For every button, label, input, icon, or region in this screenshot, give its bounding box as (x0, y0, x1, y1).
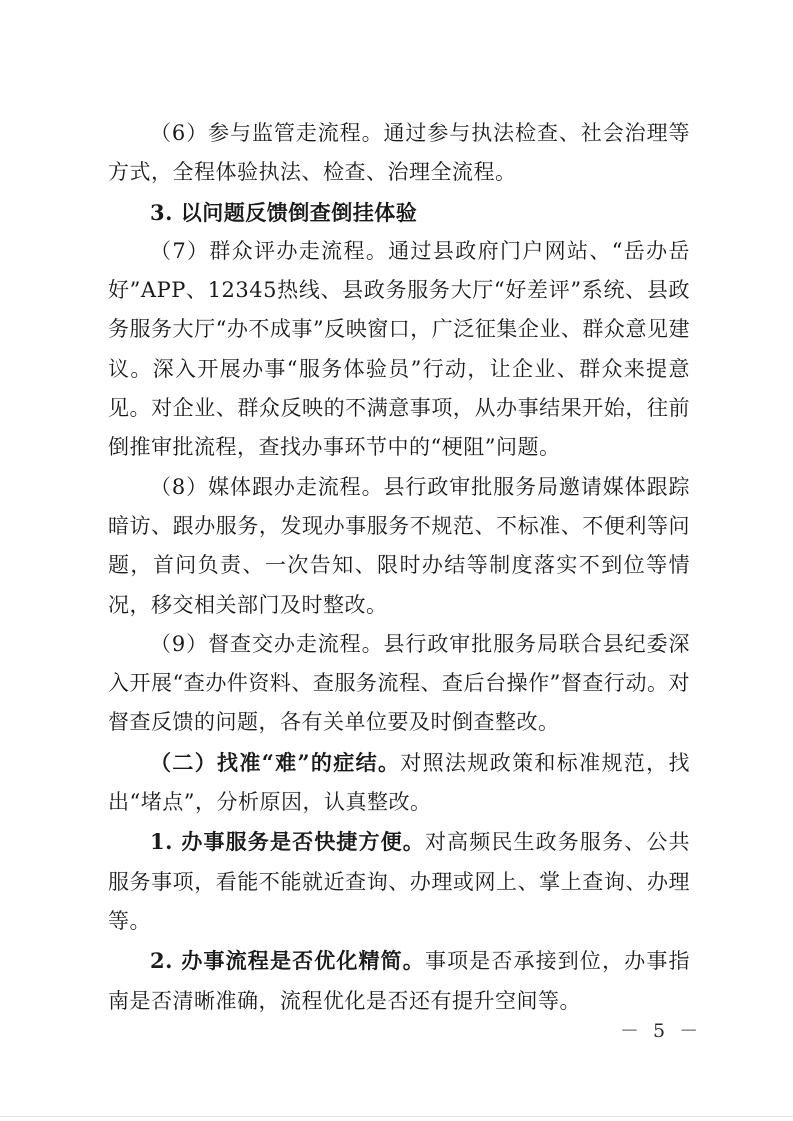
section-2-lead: （二）找准“难”的症结。 (150, 749, 401, 775)
paragraph-section-2 (108, 743, 690, 823)
section-2-text: 对照法规政策和标准规范，找出“堵点”，分析原因，认真整改。 (108, 750, 690, 815)
document-body (108, 114, 690, 1021)
section-heading-3-text: 3. 以问题反馈倒查倒挂体验 (150, 199, 418, 225)
paragraph-6-text: （6）参与监管走流程。通过参与执法检查、社会治理等方式，全程体验执法、检查、治理全流程。 (108, 121, 690, 185)
paragraph-7 (108, 232, 690, 468)
paragraph-8 (108, 468, 690, 625)
paragraph-9-text: （9）督查交办走流程。县行政审批服务局联合县纪委深入开展“查办件资料、查服务流程、查后台操作”督查行动。对督查反馈的问题，各有关单位要及时倒查整改。 (108, 631, 690, 735)
item-1-text: 对高频民生政务服务、公共服务事项，看能不能就近查询、办理或网上、掌上查询、办理等。 (108, 830, 690, 933)
paragraph-item-2 (108, 941, 690, 1021)
item-2-lead: 2. 办事流程是否优化精简。 (150, 948, 425, 974)
paragraph-8-text: （8）媒体跟办走流程。县行政审批服务局邀请媒体跟踪暗访、跟办服务，发现办事服务不规范、不标准、不便利等问题，首问负责、一次告知、限时办结等制度落实不到位等情况，移交相关部门及时整改。 (108, 474, 690, 617)
section-heading-3 (108, 193, 690, 232)
paragraph-item-1 (108, 822, 690, 941)
page-number: － 5 － (620, 1020, 703, 1042)
paragraph-9 (108, 625, 690, 743)
paragraph-6 (108, 114, 690, 193)
item-1-lead: 1. 办事服务是否快捷方便。 (150, 829, 425, 855)
page-bottom-edge (0, 1116, 793, 1117)
item-2-text: 事项是否承接到位，办事指南是否清晰准确，流程优化是否还有提升空间等。 (108, 949, 690, 1013)
paragraph-7-text: （7）群众评办走流程。通过县政府门户网站、“岳办岳好”APP、12345热线、县政务服务大厅“好差评”系统、县政务服务大厅“办不成事”反映窗口，广泛征集企业、群众意见建议。深入开展办事“服务体验员”行动，让企业、群众来提意见。对企业、群众反映的不满意事项，从办事结果开始，往前倒推审批流程，查找办事环节中的“梗阻”问题。 (108, 238, 690, 460)
